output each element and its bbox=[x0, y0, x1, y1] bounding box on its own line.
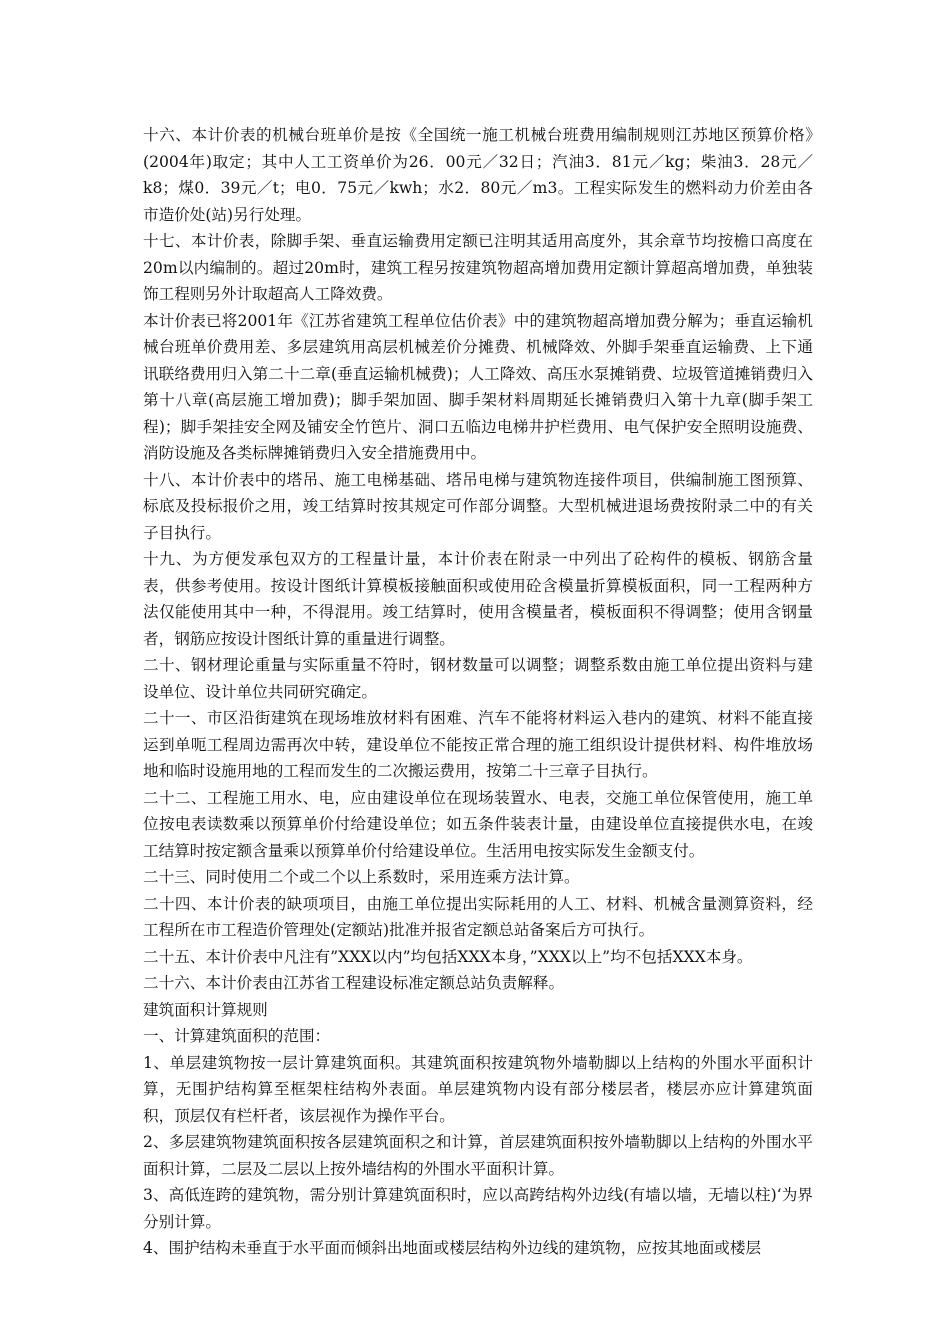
paragraph-17-supplement: 本计价表已将2001年《江苏省建筑工程单位估价表》中的建筑物超高增加费分解为；垂直运输机械台班单价费用差、多层建筑用高层机械差价分摊费、机械降效、外脚手架垂直运输费、上下通讯联络费用归入第二十二章(垂直运输机械费)；人工降效、高压水泵摊销费、垃圾管道摊销费归入第十八章(高层施工增加费)；脚手架加固、脚手架材料周期延长摊销费归入第十九章(脚手架工程)；脚手架挂安全网及铺安全竹笆片、洞口五临边电梯井护栏费用、电气保护安全照明设施费、消防设施及各类标牌摊销费归入安全措施费用中。 bbox=[143, 311, 813, 462]
paragraph-19: 十九、为方便发承包双方的工程量计量，本计价表在附录一中列出了砼构件的模板、钢筋含量表，供参考使用。按设计图纸计算模板接触面积或使用砼含模量折算模板面积，同一工程两种方法仅能使用其中一种，不得混用。竣工结算时，使用含模量者，模板面积不得调整；使用含钢量者，钢筋应按设计图纸计算的重量进行调整。 bbox=[143, 550, 813, 648]
paragraph-25: 二十五、本计价表中凡注有”XXX以内”均包括XXX本身，”XXX以上”均不包括XXX本身。 bbox=[143, 947, 753, 966]
paragraph-21: 二十一、市区沿街建筑在现场堆放材料有困难、汽车不能将材料运入巷内的建筑、材料不能直接运到单呃工程周边需再次中转，建设单位不能按正常合理的施工组织设计提供材料、构件堆放场地和临时设施用地的工程而发生的二次搬运费用，按第二十三章子目执行。 bbox=[143, 709, 813, 780]
section-heading: 建筑面积计算规则 bbox=[143, 1000, 268, 1019]
rule-item-2: 2、多层建筑物建筑面积按各层建筑面积之和计算，首层建筑面积按外墙勒脚以上结构的外围水平面积计算，二层及二层以上按外墙结构的外围水平面积计算。 bbox=[143, 1133, 813, 1178]
paragraph-24: 二十四、本计价表的缺项项目，由施工单位提出实际耗用的人工、材料、机械含量测算资料，经工程所在市工程造价管理处(定额站)批准并报省定额总站备案后方可执行。 bbox=[143, 894, 813, 939]
paragraph-18: 十八、本计价表中的塔吊、施工电梯基础、塔吊电梯与建筑物连接件项目，供编制施工图预算、标底及投标报价之用，竣工结算时按其规定可作部分调整。大型机械进退场费按附录二中的有关子目执行。 bbox=[143, 470, 813, 542]
paragraph-23: 二十三、同时使用二个或二个以上系数时，采用连乘方法计算。 bbox=[143, 868, 580, 886]
paragraph-26: 二十六、本计价表由江苏省工程建设标准定额总站负责解释。 bbox=[143, 974, 565, 992]
document-body bbox=[143, 122, 829, 1262]
subsection-heading: 一、计算建筑面积的范围： bbox=[143, 1027, 331, 1045]
paragraph-22: 二十二、工程施工用水、电，应由建设单位在现场装置水、电表，交施工单位保管使用，施工单位按电表读数乘以预算单价付给建设单位；如五条件装表计量，由建设单位直接提供水电，在竣工结算时按定额含量乘以预算单价付给建设单位。生活用电按实际发生金额支付。 bbox=[143, 788, 813, 860]
rule-item-1: 1、单层建筑物按一层计算建筑面积。其建筑面积按建筑物外墙勒脚以上结构的外围水平面积计算，无围护结构算至框架柱结构外表面。单层建筑物内设有部分楼层者，楼层亦应计算建筑面积，顶层仅有栏杆者，该层视作为操作平台。 bbox=[143, 1053, 813, 1125]
paragraph-17: 十七、本计价表，除脚手架、垂直运输费用定额已注明其适用高度外，其余章节均按檐口高度在20m以内编制的。超过20m时，建筑工程另按建筑物超高增加费用定额计算超高增加费，单独装饰工程则另外计取超高人工降效费。 bbox=[143, 232, 813, 303]
paragraph-16: 十六、本计价表的机械台班单价是按《全国统一施工机械台班费用编制规则江苏地区预算价格》 (2004年)取定；其中人工工资单价为26．00元／32日；汽油3．81元／kg；柴油3．28元／k8；煤0．39元／t；电0．75元／kwh；水2．80元／m3。工程实际发生的燃料动力价差由各市造价处(站)另行处理。 bbox=[143, 126, 829, 224]
rule-item-3: 3、高低连跨的建筑物，需分别计算建筑面积时，应以高跨结构外边线(有墙以墙，无墙以柱)‘为界分别计算。 bbox=[143, 1186, 813, 1231]
rule-item-4: 4、围护结构未垂直于水平面而倾斜出地面或楼层结构外边线的建筑物，应按其地面或楼层 bbox=[143, 1239, 762, 1257]
paragraph-20: 二十、钢材理论重量与实际重量不符时，钢材数量可以调整；调整系数由施工单位提出资料与建设单位、设计单位共同研究确定。 bbox=[143, 656, 813, 701]
